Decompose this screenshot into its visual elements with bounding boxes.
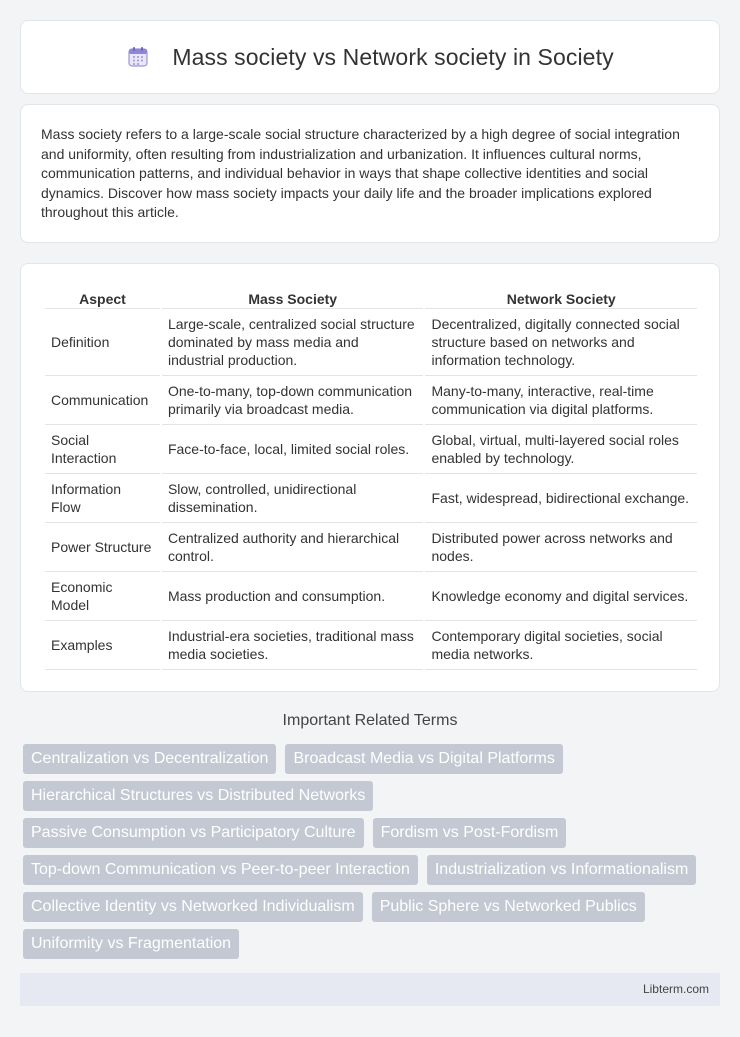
related-term-tag[interactable]: Broadcast Media vs Digital Platforms <box>285 744 562 774</box>
related-terms-heading: Important Related Terms <box>282 712 458 729</box>
mass-society-cell: Large-scale, centralized social structure dominated by mass media and industrial production. <box>162 309 424 376</box>
mass-society-cell: Face-to-face, local, limited social roles. <box>162 425 424 474</box>
aspect-cell: Examples <box>45 621 160 670</box>
table-row <box>45 474 697 523</box>
footer <box>20 973 720 1006</box>
column-header-network-society: Network Society <box>425 284 697 309</box>
aspect-cell: Information Flow <box>45 474 160 523</box>
column-header-aspect: Aspect <box>45 284 160 309</box>
aspect-cell: Communication <box>45 376 160 425</box>
calendar-icon <box>126 45 150 69</box>
related-term-tag[interactable]: Passive Consumption vs Participatory Culture <box>23 818 364 848</box>
intro-card <box>20 104 720 243</box>
related-term-tag[interactable]: Centralization vs Decentralization <box>23 744 276 774</box>
page-title: Mass society vs Network society in Society <box>172 43 614 70</box>
mass-society-cell: Slow, controlled, unidirectional dissemination. <box>162 474 424 523</box>
aspect-cell: Power Structure <box>45 523 160 572</box>
related-term-tag[interactable]: Hierarchical Structures vs Distributed Networks <box>23 781 373 811</box>
intro-paragraph: Mass society refers to a large-scale social structure characterized by a high degree of social integration and uniformity, often resulting from industrialization and urbanization. It influences cultural norms, communication patterns, and individual behavior in ways that shape collective identities and social dynamics. Discover how mass society impacts your daily life and the broader implications explored throughout this article. <box>41 126 680 221</box>
network-society-cell: Decentralized, digitally connected social structure based on networks and information technology. <box>425 309 697 376</box>
table-row <box>45 376 697 425</box>
column-header-mass-society: Mass Society <box>162 284 424 309</box>
network-society-cell: Knowledge economy and digital services. <box>425 572 697 621</box>
aspect-cell: Economic Model <box>45 572 160 621</box>
table-row <box>45 309 697 376</box>
related-term-tag[interactable]: Public Sphere vs Networked Publics <box>372 892 645 922</box>
table-row <box>45 523 697 572</box>
title-card <box>20 20 720 94</box>
comparison-table <box>43 284 699 670</box>
related-term-tag[interactable]: Collective Identity vs Networked Individualism <box>23 892 363 922</box>
mass-society-cell: Mass production and consumption. <box>162 572 424 621</box>
aspect-cell: Social Interaction <box>45 425 160 474</box>
mass-society-cell: Industrial-era societies, traditional mass media societies. <box>162 621 424 670</box>
network-society-cell: Fast, widespread, bidirectional exchange. <box>425 474 697 523</box>
mass-society-cell: Centralized authority and hierarchical control. <box>162 523 424 572</box>
related-term-tag[interactable]: Industrialization vs Informationalism <box>427 855 696 885</box>
related-terms-list <box>23 744 723 966</box>
related-term-tag[interactable]: Fordism vs Post-Fordism <box>373 818 567 848</box>
table-row <box>45 621 697 670</box>
aspect-cell: Definition <box>45 309 160 376</box>
table-row <box>45 572 697 621</box>
network-society-cell: Global, virtual, multi-layered social roles enabled by technology. <box>425 425 697 474</box>
mass-society-cell: One-to-many, top-down communication primarily via broadcast media. <box>162 376 424 425</box>
table-header-row <box>45 284 697 309</box>
network-society-cell: Distributed power across networks and nodes. <box>425 523 697 572</box>
related-term-tag[interactable]: Uniformity vs Fragmentation <box>23 929 239 959</box>
comparison-card <box>20 263 720 692</box>
footer-site-link[interactable]: Libterm.com <box>642 982 709 996</box>
table-row <box>45 425 697 474</box>
network-society-cell: Contemporary digital societies, social media networks. <box>425 621 697 670</box>
network-society-cell: Many-to-many, interactive, real-time communication via digital platforms. <box>425 376 697 425</box>
related-term-tag[interactable]: Top-down Communication vs Peer-to-peer Interaction <box>23 855 418 885</box>
